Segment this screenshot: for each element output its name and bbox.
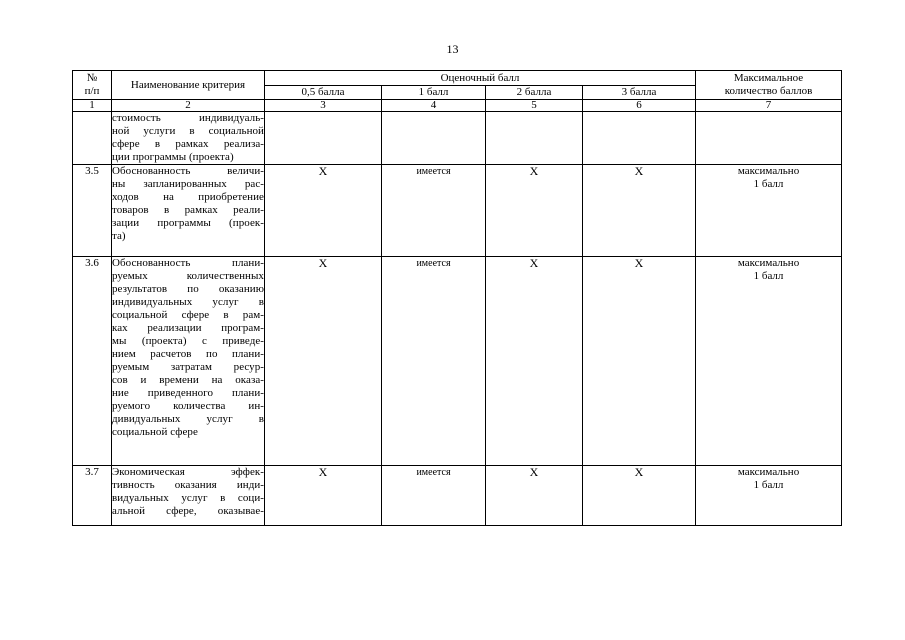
header-max-line1: Максимальное [733,72,804,84]
score-1-cell: имеется [382,466,486,526]
row-criterion-name [112,165,265,257]
x-mark: Х [634,164,644,178]
score-05-cell [265,257,382,466]
criterion-line: сов и времени на оказа- [112,374,264,386]
criterion-line: альной сфере, оказывае- [112,505,264,517]
criterion-line: нием расчетов по плани- [112,348,264,360]
x-mark: Х [634,465,644,479]
criterion-line: сфере в рамках реализа- [112,138,264,150]
page-number: 13 [446,42,459,56]
x-mark: Х [318,465,328,479]
x-mark: Х [318,256,328,270]
col-number-6: 6 [583,100,696,112]
score-2-cell [486,257,583,466]
criterion-line: ной услуги в социальной [112,125,264,137]
criterion-line: руемых количественных [112,270,264,282]
max-score-cell [696,165,842,257]
header-score-3: 3 балла [583,86,696,100]
score-05-cell [265,165,382,257]
score-3-cell [583,112,696,165]
criterion-line: тивность оказания инди- [112,479,264,491]
row-num: 3.6 [73,257,112,466]
row-criterion-name [112,112,265,165]
table-row [73,112,842,165]
max-score-cell [696,466,842,526]
score-1-cell: имеется [382,165,486,257]
max-score-line2: 1 балл [753,479,784,491]
header-max-score [696,71,842,100]
header-score-1: 1 балл [382,86,486,100]
criterion-line: ны запланированных рас- [112,178,264,190]
max-score-line1: максимально [737,257,800,269]
criterion-line: ние приведенного плани- [112,387,264,399]
header-num-line1: № [86,72,98,84]
criterion-line: зации программы (проек- [112,217,264,229]
criterion-line: видуальных услуг в соци- [112,492,264,504]
row-num: 3.5 [73,165,112,257]
row-criterion-name [112,257,265,466]
header-num [73,71,112,100]
score-05-cell [265,112,382,165]
header-score-group: Оценочный балл [265,71,696,86]
table-row [73,466,842,526]
x-mark: Х [529,256,539,270]
criterion-line: стоимость индивидуаль- [112,112,264,124]
header-max-line2: количество баллов [724,85,813,97]
col-number-3: 3 [265,100,382,112]
criterion-line: ции программы (проекта) [112,151,234,163]
criterion-line: ках реализации програм- [112,322,264,334]
row-num [73,112,112,165]
criterion-line: Обоснованность плани- [112,257,264,269]
row-num: 3.7 [73,466,112,526]
score-2-cell [486,466,583,526]
x-mark: Х [318,164,328,178]
criterion-line: социальной сфере [112,426,198,438]
criterion-line: та) [112,230,126,242]
criterion-line: Обоснованность величи- [112,165,264,177]
col-number-7: 7 [696,100,842,112]
header-score-05: 0,5 балла [265,86,382,100]
criterion-line: Экономическая эффек- [112,466,264,478]
col-number-5: 5 [486,100,583,112]
criterion-line: дивидуальных услуг в [112,413,264,425]
max-score-line2: 1 балл [753,270,784,282]
col-number-2: 2 [112,100,265,112]
score-1-cell: имеется [382,257,486,466]
x-mark: Х [529,465,539,479]
criterion-line: товаров в рамках реали- [112,204,264,216]
criterion-line: результатов по оказанию [112,283,264,295]
criterion-line: руемым затратам ресур- [112,361,264,373]
max-score-line1: максимально [737,466,800,478]
max-score-cell [696,112,842,165]
score-3-cell [583,466,696,526]
x-mark: Х [529,164,539,178]
score-3-cell [583,257,696,466]
col-number-1: 1 [73,100,112,112]
max-score-line1: максимально [737,165,800,177]
score-3-cell [583,165,696,257]
header-num-line2: п/п [84,85,100,97]
criterion-line: индивидуальных услуг в [112,296,264,308]
score-05-cell [265,466,382,526]
criterion-line: ходов на приобретение [112,191,264,203]
criterion-line: мы (проекта) с приведе- [112,335,264,347]
criteria-table [72,70,842,526]
table-row [73,165,842,257]
table-row [73,257,842,466]
row-criterion-name [112,466,265,526]
criterion-line: социальной сфере в рам- [112,309,264,321]
header-score-2: 2 балла [486,86,583,100]
criterion-line: руемого количества ин- [112,400,264,412]
score-2-cell [486,165,583,257]
score-2-cell [486,112,583,165]
max-score-cell [696,257,842,466]
col-number-4: 4 [382,100,486,112]
x-mark: Х [634,256,644,270]
header-criterion-name: Наименование критерия [112,71,265,100]
max-score-line2: 1 балл [753,178,784,190]
score-1-cell [382,112,486,165]
